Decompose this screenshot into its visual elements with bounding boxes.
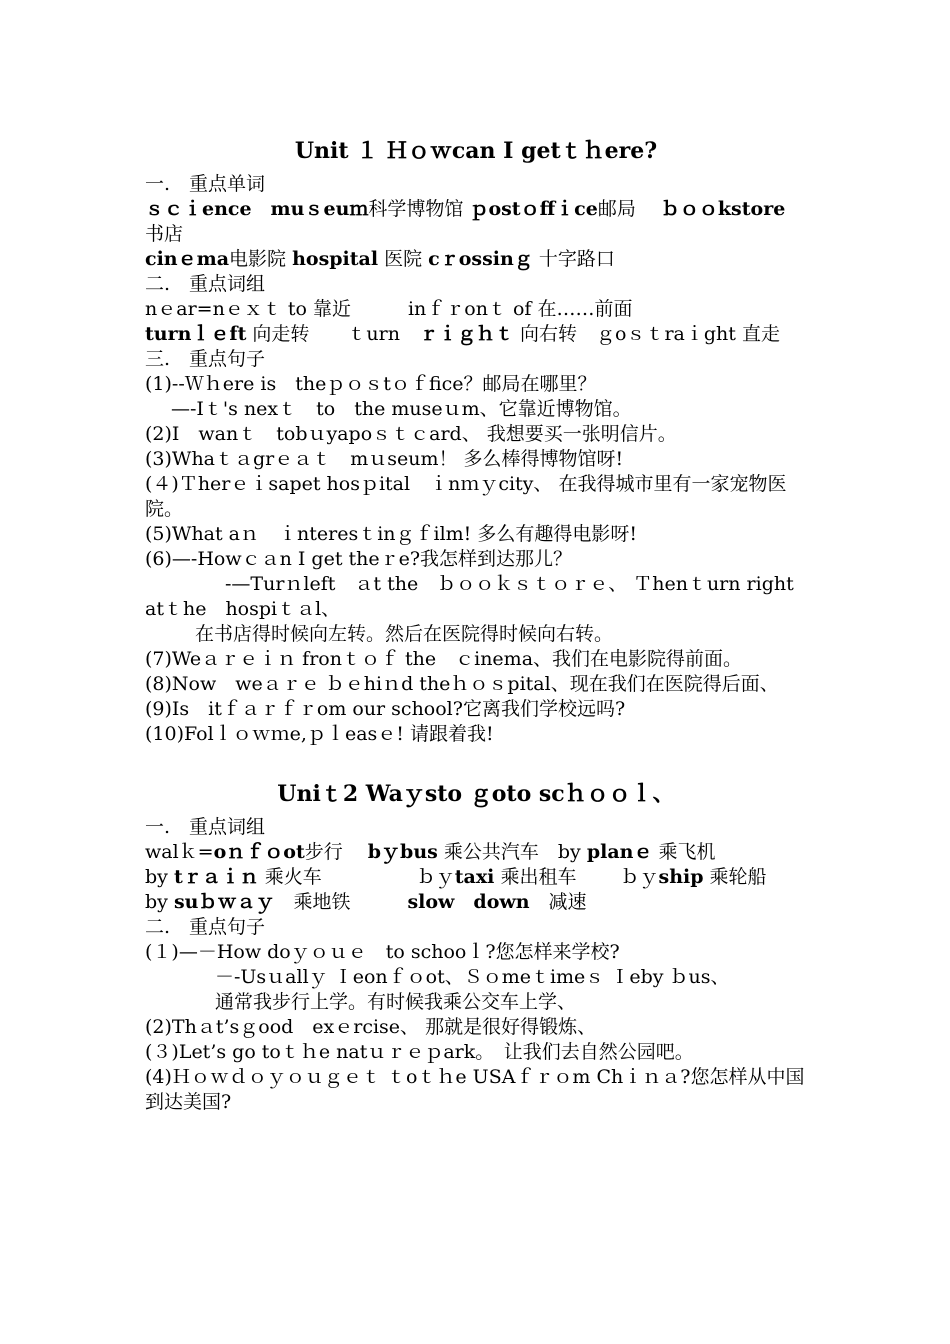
word-hospital: hospital bbox=[292, 248, 379, 270]
unit1-words-line1: ｓｃｉence muｓeuｍ科学博物馆 ｐostｏffｉce邮局 ｂｏｏkstore 书店 bbox=[145, 198, 786, 245]
unit2-sentence: (３)Let’s go toｔｈe natｕｒｅｐark。 让我们去自然公园吧。 bbox=[145, 1041, 694, 1063]
unit2-sentence: (2)Thａt’sｇood exｅrcise、 那就是很好得锻炼、 bbox=[145, 1016, 597, 1038]
unit2-sentence: 通常我步行上学。有时候我乘公交车上学、 bbox=[215, 991, 577, 1013]
unit2-title: Uniｔ2 Waｙsto ｇoto scｈｏｏｌ、 bbox=[277, 781, 675, 807]
word-bookstore: ｂｏｏkstore bbox=[660, 198, 786, 220]
unit1-sentence: —-Iｔ's nexｔ to the museｕm、它靠近博物馆。 bbox=[171, 398, 632, 420]
unit1-sentence: (5)What aｎ ｉnteresｔinｇｆilm! 多么有趣得电影呀! bbox=[145, 523, 637, 545]
unit2-phrase-line3: by suｂｗａｙ 乘地铁 slow down 减速 bbox=[145, 891, 587, 913]
unit1-sentence: (6)—-Howｃａn I get theｒe?我怎样到达那儿？ bbox=[145, 548, 573, 570]
word-cinema: cinｅma bbox=[145, 248, 230, 270]
unit1-sentence: (1)--Ｗｈere is theｐｏｓtｏｆfice？邮局在哪里？ bbox=[145, 373, 597, 395]
unit2-section2-heading: 二. 重点句子 bbox=[145, 916, 266, 938]
unit1-sentence: (４)Ｔherｅｉsapet hosｐital ｉnｍｙcity、 在我得城市里有一家宠物医院。 bbox=[145, 473, 787, 520]
unit2-sentence: (4)Ｈｏｗｄｏｙｏｕｇｅｔ ｔoｔｈe USAｆｒｏm Chｉｎａ?您怎样从中国到达美国? bbox=[145, 1066, 805, 1113]
unit2-section1-heading: 一. 重点词组 bbox=[145, 816, 266, 838]
unit1-section2-heading: 二. 重点词组 bbox=[145, 273, 266, 295]
unit1-section3-heading: 三. 重点句子 bbox=[145, 348, 266, 370]
unit1-sentence: 在书店得时候向左转。然后在医院得时候向右转。 bbox=[195, 623, 614, 645]
document-content bbox=[145, 134, 807, 1115]
unit1-section1-heading: 一. 重点单词 bbox=[145, 173, 266, 195]
unit1-sentence: (3)Whaｔａgrｅａｔ mｕseum！ 多么棒得博物馆呀! bbox=[145, 448, 624, 470]
unit1-sentence: (7)Weａｒｅｉｎ fronｔｏｆ the ｃinema、我们在电影院得前面。 bbox=[145, 648, 743, 670]
unit1-sentence: (10)Folｌｏｗｍe,ｐｌeasｅ! 请跟着我! bbox=[145, 723, 494, 745]
unit2-phrase-line2: by tｒａｉｎ 乘火车 ｂｙtaxi 乘出租车 ｂｙship 乘轮船 bbox=[145, 866, 767, 888]
unit1-phrase-line2: turnｌｅft 向走转 ｔurn ｒｉｇｈｔ 向右转 ｇoｓｔraｉght 直走 bbox=[145, 323, 780, 345]
unit1-sentence: (8)Now weａｒｅ ｂｅhiｎd theｈｏｓpital、现在我们在医院得后面、 bbox=[145, 673, 779, 695]
word-post-office: ｐostｏffｉce bbox=[469, 198, 598, 220]
unit1-sentence: (2)I wanｔ tobｕyapoｓｔｃard、 我想要买一张明信片。 bbox=[145, 423, 677, 445]
unit2-sentence: －-Usｕallｙ Ｉeonｆｏot、Ｓｏmeｔimeｓ Ｉeby ｂus、 bbox=[215, 966, 730, 988]
word-crossing: cｒossinｇ bbox=[428, 248, 533, 270]
unit1-sentence: -—Turｎleft ａt the ｂｏｏｋｓｔｏｒｅ、 Ｔhenｔurn right atｔhe hospiｔａl、 bbox=[145, 573, 794, 620]
word-science-museum: ｓｃｉence muｓeuｍ bbox=[145, 198, 369, 220]
unit2-sentence: (１)—－How doｙｏｕｅ to schooｌ?您怎样来学校? bbox=[145, 941, 620, 963]
unit1-sentence: (9)Is itｆａｒｆｒom our school?它离我们学校远吗? bbox=[145, 698, 626, 720]
unit1-title: Unit １ Ｈｏｗcan I getｔｈere? bbox=[294, 138, 658, 164]
unit1-words-line2: cinｅma电影院 hospital 医院 cｒossinｇ 十字路口 bbox=[145, 248, 615, 270]
unit1-phrase-line1: nｅar=nｅｘｔ to 靠近 inｆｒonｔ of 在……前面 bbox=[145, 298, 633, 320]
unit2-phrase-line1: walｋ=oｎｆｏot步行 bｙbus 乘公共汽车 by planｅ 乘飞机 bbox=[145, 841, 716, 863]
